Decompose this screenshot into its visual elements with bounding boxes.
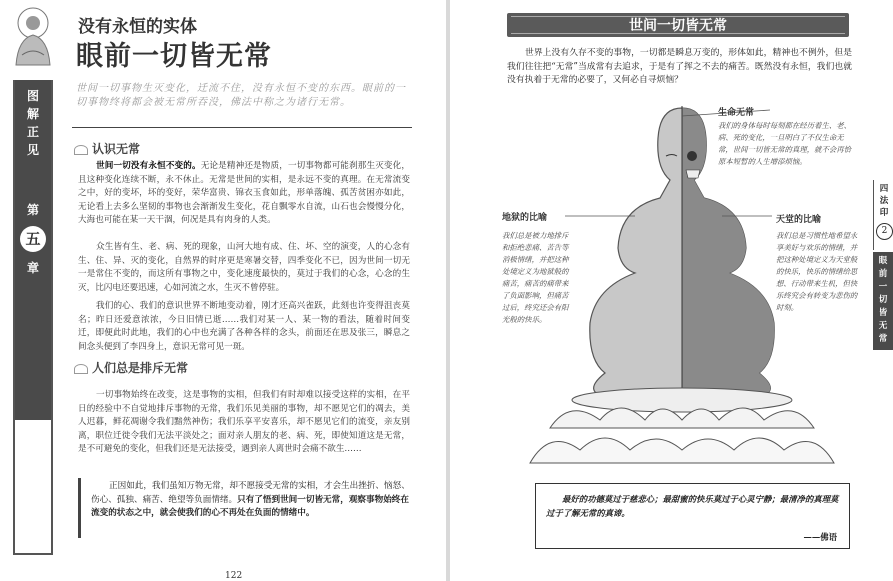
right-tab-bottom (873, 252, 893, 350)
annotation-title-hell: 地狱的比喻 (502, 213, 548, 223)
lotus-petals-bottom (530, 438, 834, 463)
right-tab-char: 常 (878, 334, 888, 344)
section-heading-text: 认识无常 (92, 142, 141, 156)
divider (72, 127, 412, 128)
lotus-icon (74, 145, 88, 155)
section-number: 2 (876, 223, 893, 240)
bold-lead: 世间一切没有永恒不变的。 (96, 161, 201, 171)
annotation-title-life: 生命无常 (718, 108, 755, 118)
side-tab-char: 见 (26, 143, 39, 157)
right-intro: 世界上没有久存不变的事物，一切都是瞬息万变的，形体如此，精神也不例外，但是我们往往把“无常”当成常有去追求，于是有了挥之不去的痛苦。既然没有永恒，我们也就没有执着于无常的必要了，又何必自寻烦恼？ (507, 48, 852, 86)
lotus-seat (572, 388, 792, 412)
summary-box (78, 478, 412, 538)
summary-bold: 只有了悟到世间一切皆无常，观察事物始终在流变的状态之中，就会使我们的心不再处在负面的情绪中。 (91, 494, 409, 519)
right-tab-char: 印 (879, 208, 889, 218)
right-tab-char: 眼 (878, 256, 888, 266)
right-tab-char: 法 (879, 196, 889, 206)
paragraph (78, 160, 410, 228)
chapter-side-tab (13, 80, 53, 555)
right-page (450, 0, 893, 581)
right-tab-char: 一 (878, 282, 888, 292)
right-tab-top (873, 180, 893, 250)
section-kicker: 没有永恒的实体 (78, 17, 197, 37)
side-tab-char: 解 (26, 107, 39, 121)
page-number: 122 (225, 571, 243, 581)
summary-paragraph (91, 480, 412, 521)
right-tab-char: 无 (878, 321, 888, 331)
skull-teeth-icon (686, 170, 700, 178)
section-heading-2 (74, 359, 188, 376)
right-tab-char: 前 (878, 269, 888, 279)
right-tab-char: 皆 (878, 308, 888, 318)
side-tab-char: 第 (26, 203, 39, 217)
paragraph: 一切事物始终在改变，这是事物的实相，但我们有时却难以接受这样的实相，在平日的经验中不自觉地排斥事物的无常，我们乐见美丽的事物，却不愿见它们的凋去，美人迟暮，鲜花凋谢令我们黯然神伤；我们乐享平安喜乐，却不愿见它们的流变，亲友别离，职位迁徙令我们无法平淡处之；面对亲人朋友的老、病、死，即使知道这是无常，是不可避免的变化，但我们还是无法接受，遇到亲人离世时会痛不欲生…… (78, 390, 410, 455)
side-tab-char: 正 (26, 125, 39, 139)
annotation-text-heaven: 我们总是习惯性地希望永享美好与欢乐的情绪，并把这种处境定义为天堂般的快乐，快乐的情绪给思想、行动带来生机，但快乐终究会有转变为悲伤的时刻。 (776, 231, 858, 312)
section-heading-text: 人们总是排斥无常 (92, 361, 189, 375)
annotation-text-life: 我们的身体每时每刻都在经历着生、老、病、死的变化，一旦明白了不仅生命无常，世间一切皆无常的真理，就不会再恰原本短暂的人生增添烦恼。 (718, 121, 852, 166)
header-banner (507, 13, 849, 37)
right-tab-char: 四 (879, 184, 889, 194)
right-side-tab (873, 180, 893, 480)
chapter-number: 五 (20, 226, 46, 252)
annotation-title-heaven: 天堂的比喻 (776, 215, 822, 225)
quote-box (535, 483, 850, 549)
side-tab-char: 图 (26, 89, 39, 103)
intro-text: 世间一切事物生灭变化，迁流不住，没有永恒不变的东西。眼前的一切事物终将都会被无常所吞没，佛法中称之为诸行无常。 (76, 83, 406, 108)
paragraph: 众生皆有生、老、病、死的现象，山河大地有成、住、坏、空的演变，人的心念有生、住、异、灭的变化，自然界的时序更是寒暑交替，四季变化不已，因为世间一切无一是常住不变的，而这所有事物之中，变化速度最快的，莫过于我们的心念，心念的生灭，比闪电还要迅速，心如河流之水，生灭不曾停驻。 (78, 242, 410, 293)
banner-title: 世间一切皆无常 (629, 18, 727, 34)
side-tab-char: 章 (26, 261, 39, 275)
summary-text: 正因如此，我们虽知万物无常，却不愿接受无常的实相，才会生出挫折、恼怒、伤心、孤独、痛苦、绝望等负面情绪。 (91, 481, 410, 505)
buddha-quote: 最好的功德莫过于慈悲心；最甜蜜的快乐莫过于心灵宁静；最清净的真理莫过于了解无常的真谛。 (546, 494, 839, 518)
annotation-text-hell: 我们总是被力地排斥和拒绝悲痛、苦告等消极情绪，并把这种处境定义为地狱般的痛苦，痛苦的痛带来了负面影响，但痛苦过后，终究还会有阳光般的快乐。 (502, 231, 569, 324)
quote-source: ——佛语 (803, 532, 837, 542)
paragraph-text: 无论是精神还是物质，一切事物都可能刹那生灭变化，且这种变化连续不断，永不休止。无常是世间的实相，是永远不变的真理。在无常流变之中，好的变坏，坏的变好，荣华富贵、锦衣玉食如此，形单落魄、孤苦贫困亦如此，无论看上去多么坚韧的事物也会渐渐发生变化，花自飘零水自流，山石也会慢慢分化，大海也可能在某一天干涸，何况是具有肉身的人类。 (78, 161, 410, 226)
buddha-emblem-icon (8, 5, 58, 67)
skull-eye-icon (687, 151, 697, 161)
page-title: 眼前一切皆无常 (76, 41, 272, 72)
right-tab-char: 切 (878, 295, 888, 305)
section-heading-1 (74, 140, 140, 157)
lotus-icon (74, 364, 88, 374)
paragraph: 我们的心、我们的意识世界不断地变动着，刚才还高兴雀跃，此刻也许变得沮丧莫名；昨日还爱意浓浓，今日旧情已逝……我们对某一人、某一物的看法，随着时间变迁，即便此时此地，我们的心中也充满了各种各样的念头，前面还在思及张三，瞬息之间念头便到了李四身上，意识无常可见一斑。 (78, 301, 410, 352)
